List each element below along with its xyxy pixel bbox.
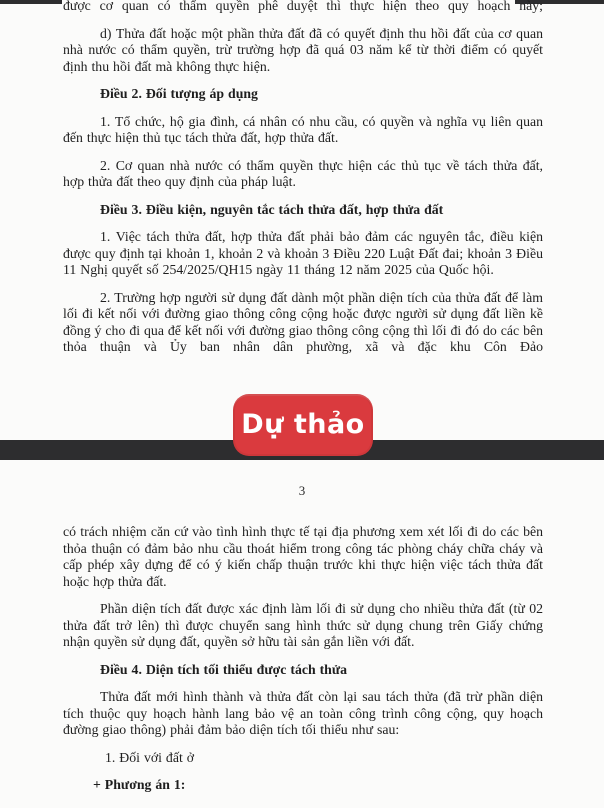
page-number: 3 [298,483,306,498]
list-item: 1. Đối với đất ở [105,749,195,765]
top-separator-remnant-left [0,0,62,4]
section-heading: Điều 4. Diện tích tối thiểu được tách thửa [100,661,348,677]
paragraph: 1. Tổ chức, hộ gia đình, cá nhân có nhu cầu, có quyền và nghĩa vụ liên quan đến thực hiện thủ tục tách thửa đất, hợp thửa đất. [63,113,543,145]
draft-stamp-label: Dự thảo [241,408,365,440]
paragraph: d) Thửa đất hoặc một phần thửa đất đã có quyết định thu hồi đất của cơ quan nhà nước có thẩm quyền, trừ trường hợp đã quá 03 năm kể từ thời điểm có quyết định thu hồi đất mà không thực hiện. [63,25,543,74]
page-2-content [63,0,543,394]
paragraph: 2. Trường hợp người sử dụng đất dành một phần diện tích của thửa đất để làm lối đi kết nối với đường giao thông công cộng hoặc được người sử dụng đất liền kề đồng ý cho đi qua để kết nối với đường giao thông công cộng thì lối đi đó do các bên thỏa thuận và Ủy ban nhân dân phường, xã và đặc khu Côn Đảo [63,289,543,354]
paragraph: Thửa đất mới hình thành và thửa đất còn lại sau tách thửa (đã trừ phần diện tích thuộc quy hoạch hành lang bảo vệ an toàn công trình công cộng, quy hoạch đường giao thông) phải đảm bảo diện tích tối thiểu như sau: [63,689,543,737]
paragraph: được cơ quan có thẩm quyền phê duyệt thì thực hiện theo quy hoạch này; [63,0,543,13]
paragraph: Phần diện tích đất được xác định làm lối đi sử dụng cho nhiều thửa đất (từ 02 thửa đất trở lên) thì được chuyển sang hình thức sử dụng chung trên Giấy chứng nhận quyền sử dụng đất, quyền sở hữu tài sản gắn liền với đất. [63,601,543,649]
page-3-content [63,524,543,808]
section-heading: Điều 3. Điều kiện, nguyên tắc tách thửa đất, hợp thửa đất [100,201,444,217]
draft-stamp [233,394,373,456]
paragraph: có trách nhiệm căn cứ vào tình hình thực tế tại địa phương xem xét lối đi do các bên thỏa thuận có đảm bảo nhu cầu thoát hiểm trong công tác phòng cháy chữa cháy và cấp phép xây dựng để có ý kiến chấp thuận trước khi thực hiện việc tách thửa đất hoặc hợp thửa đất. [63,524,543,589]
option-label: + Phương án 1: [93,777,186,792]
paragraph: 1. Việc tách thửa đất, hợp thửa đất phải bảo đảm các nguyên tắc, điều kiện được quy định tại khoản 1, khoản 2 và khoản 3 Điều 220 Luật Đất đai; khoản 3 Điều 11 Nghị quyết số 254/2025/QH15 ngày 11 tháng 12 năm 2025 của Quốc hội. [63,229,543,277]
paragraph: 2. Cơ quan nhà nước có thẩm quyền thực hiện các thủ tục về tách thửa đất, hợp thửa đất theo quy định của pháp luật. [63,157,543,189]
section-heading: Điều 2. Đối tượng áp dụng [100,86,258,101]
